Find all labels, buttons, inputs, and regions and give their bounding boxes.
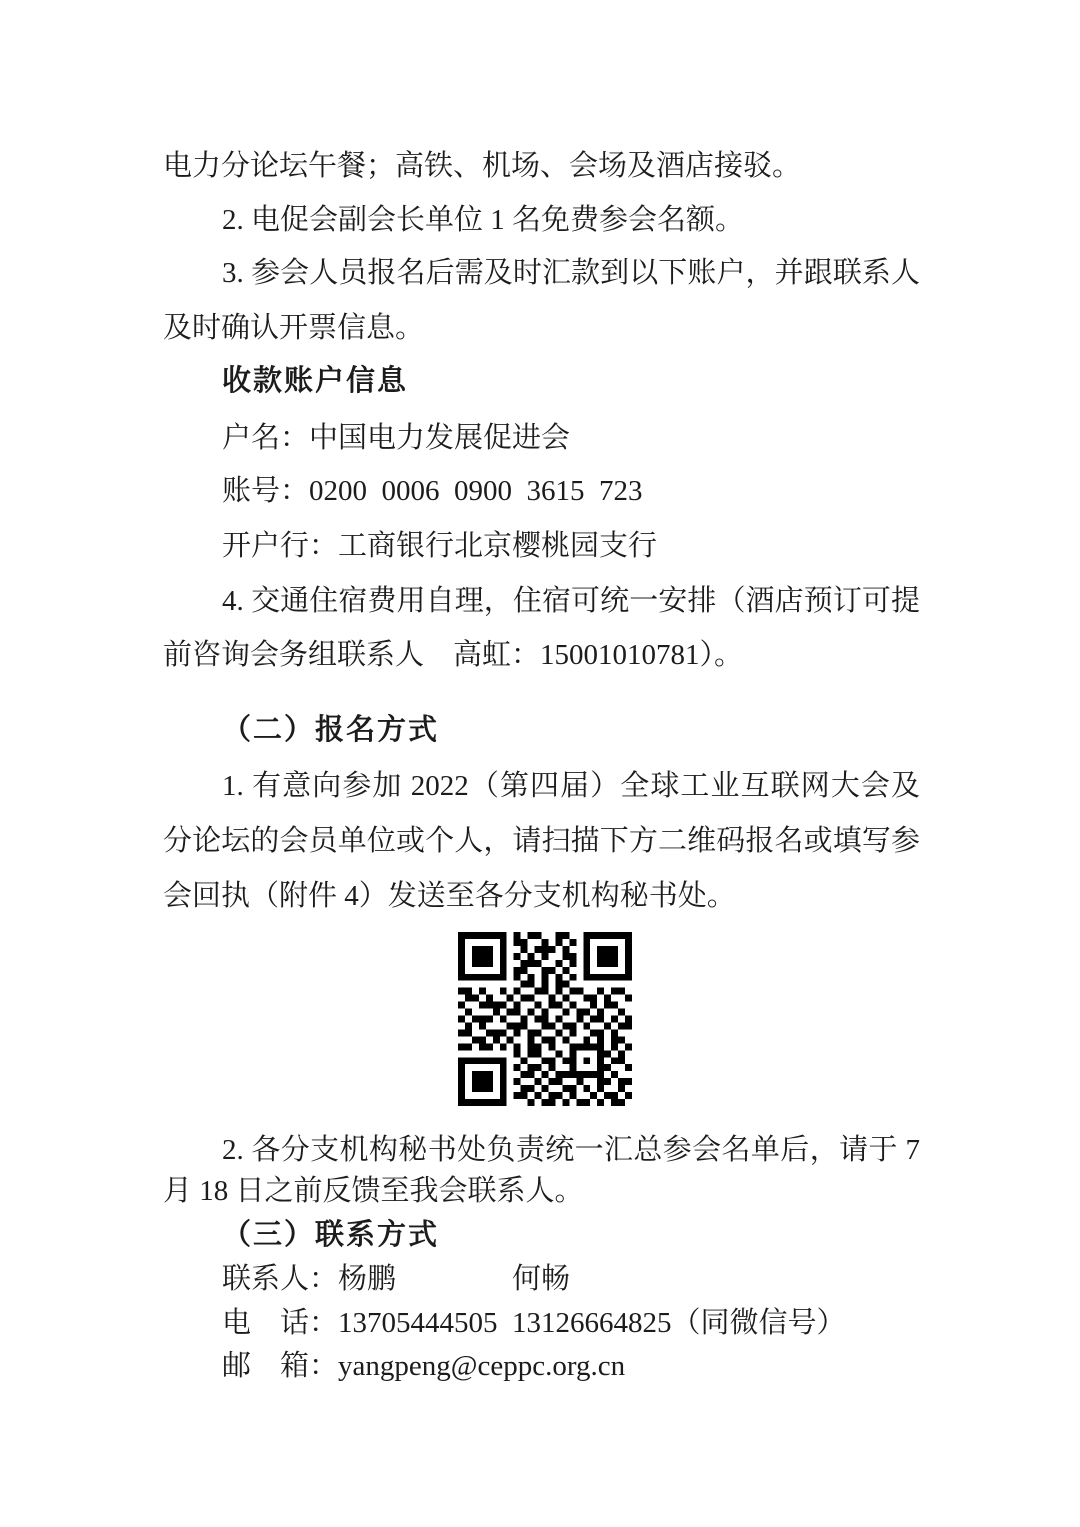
line-item3-remittance-1: 3. 参会人员报名后需及时汇款到以下账户，并跟联系人 [222,257,920,289]
line-reg-item1-2: 分论坛的会员单位或个人，请扫描下方二维码报名或填写参 [163,825,920,857]
line-item4-lodging-2: 前咨询会务组联系人 高虹：15001010781）。 [163,639,744,671]
line-reg-item2-1: 2. 各分支机构秘书处负责统一汇总参会名单后，请于 7 [222,1134,920,1166]
line-reg-item1-3: 会回执（附件 4）发送至各分支机构秘书处。 [163,880,736,912]
heading-contact-method: （三）联系方式 [222,1219,440,1251]
line-contact-email: 邮 箱：yangpeng@ceppc.org.cn [222,1350,626,1382]
line-contact-names: 联系人：杨鹏 何畅 [222,1263,571,1295]
line-reg-item1-1: 1. 有意向参加 2022（第四届）全球工业互联网大会及 [222,770,920,802]
line-reg-item2-2: 月 18 日之前反馈至我会联系人。 [163,1175,584,1207]
line-contact-phones: 电 话：13705444505 13126664825（同微信号） [222,1307,846,1339]
heading-registration-method: （二）报名方式 [222,714,440,746]
line-item3-remittance-2: 及时确认开票信息。 [163,312,425,344]
line-bank-branch: 开户行：工商银行北京樱桃园支行 [222,530,658,562]
line-forum-lunch-shuttle: 电力分论坛午餐；高铁、机场、会场及酒店接驳。 [163,150,802,182]
heading-payment-account-info: 收款账户信息 [222,365,409,397]
line-item2-free-quota: 2. 电促会副会长单位 1 名免费参会名额。 [222,204,745,236]
line-account-number: 账号：0200 0006 0900 3615 723 [222,475,643,507]
registration-qr-code [458,931,632,1107]
line-item4-lodging-1: 4. 交通住宿费用自理，住宿可统一安排（酒店预订可提 [222,585,920,617]
line-account-name: 户名：中国电力发展促进会 [222,422,571,454]
